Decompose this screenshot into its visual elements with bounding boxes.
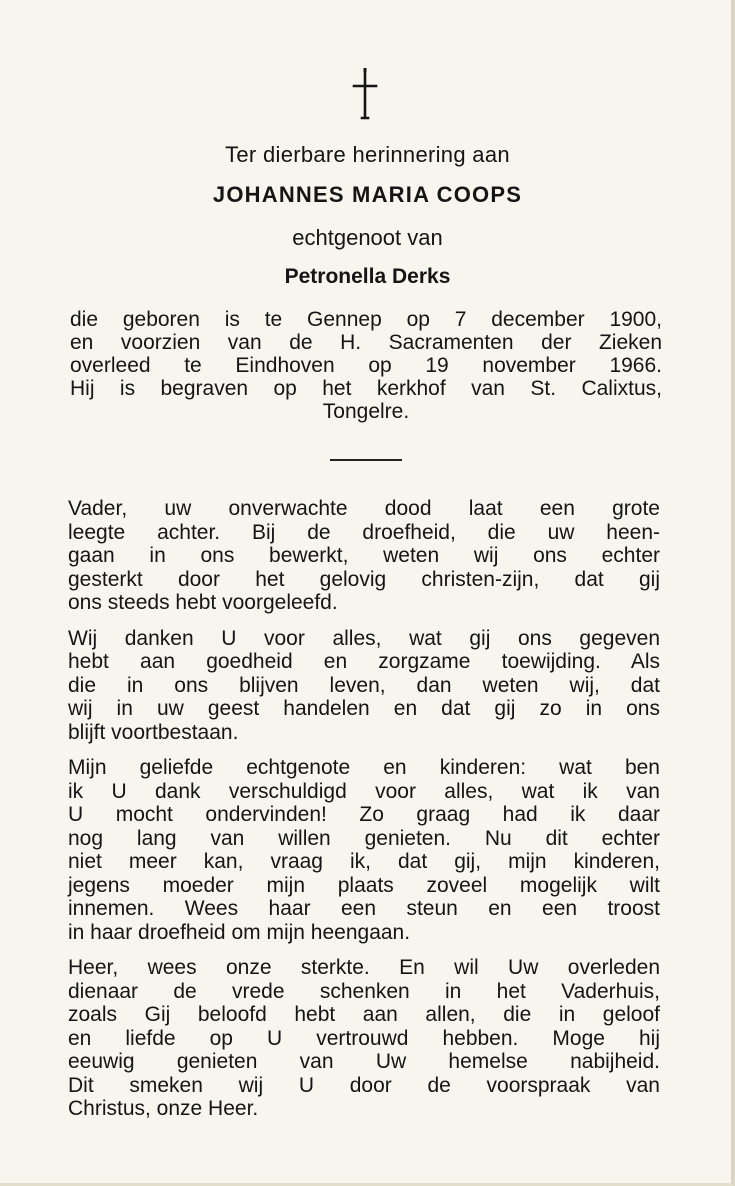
message-line: niet meer kan, vraag ik, dat gij, mijn kinderen,: [68, 850, 660, 873]
message-line: Vader, uw onverwachte dood laat een grote: [68, 497, 660, 520]
message-line: Mijn geliefde echtgenote en kinderen: wat ben: [68, 756, 660, 779]
message-line: hebt aan goedheid en zorgzame toewijding. Als: [68, 650, 660, 673]
message-line: innemen. Wees haar een steun en een troost: [68, 897, 660, 920]
message-paragraph: [68, 627, 660, 745]
message-paragraph: [68, 497, 660, 615]
message-line: zoals Gij beloofd hebt aan allen, die in geloof: [68, 1003, 660, 1026]
message-line: U mocht ondervinden! Zo graag had ik daar: [68, 803, 660, 826]
message-line: in haar droefheid om mijn heengaan.: [68, 920, 411, 944]
message-paragraph: [68, 956, 660, 1121]
spouse-name: Petronella Derks: [284, 265, 451, 288]
message-line: jegens moeder mijn plaats zoveel mogelijk wilt: [68, 873, 660, 897]
message-line: gesterkt door het gelovig christen-zijn, dat gij: [68, 567, 660, 591]
message-line: ons steeds hebt voorgeleefd.: [68, 591, 338, 614]
message-line: dienaar de vrede schenken in het Vaderhuis,: [68, 979, 660, 1003]
message-line: eeuwig genieten van Uw hemelse nabijheid.: [68, 1050, 660, 1073]
deceased-name: JOHANNES MARIA COOPS: [212, 182, 523, 207]
cross-icon: [349, 68, 381, 120]
biography: [70, 308, 662, 423]
memorial-message: [68, 497, 660, 1133]
intro-text: Ter dierbare herinnering aan: [225, 142, 510, 167]
bio-line: Hij is begraven op het kerkhof van St. Calixtus,: [70, 377, 662, 400]
message-line: Christus, onze Heer.: [68, 1097, 259, 1120]
message-line: blijft voortbestaan.: [68, 720, 239, 744]
bio-line: en voorzien van de H. Sacramenten der Zieken: [70, 331, 662, 354]
bio-line: die geboren is te Gennep op 7 december 1900,: [70, 308, 662, 331]
message-line: Wij danken U voor alles, wat gij ons gegeven: [68, 626, 660, 650]
message-line: wij in uw geest handelen en dat gij zo in ons: [68, 697, 660, 720]
message-paragraph: [68, 756, 660, 944]
message-line: nog lang van willen genieten. Nu dit echter: [68, 826, 660, 850]
spouse-label: echtgenoot van: [292, 225, 443, 250]
message-line: die in ons blijven leven, dan weten wij, dat: [68, 673, 660, 697]
divider: [330, 459, 402, 461]
message-line: Heer, wees onze sterkte. En wil Uw overleden: [68, 956, 660, 979]
message-line: en liefde op U vertrouwd hebben. Moge hij: [68, 1026, 660, 1050]
bio-line: Tongelre.: [322, 400, 410, 423]
message-line: Dit smeken wij U door de voorspraak van: [68, 1073, 660, 1097]
message-line: leegte achter. Bij de droefheid, die uw heen-: [68, 520, 660, 544]
bio-line: overleed te Eindhoven op 19 november 1966.: [70, 354, 662, 377]
message-line: ik U dank verschuldigd voor alles, wat ik van: [68, 779, 660, 803]
message-line: gaan in ons bewerkt, weten wij ons echter: [68, 544, 660, 567]
